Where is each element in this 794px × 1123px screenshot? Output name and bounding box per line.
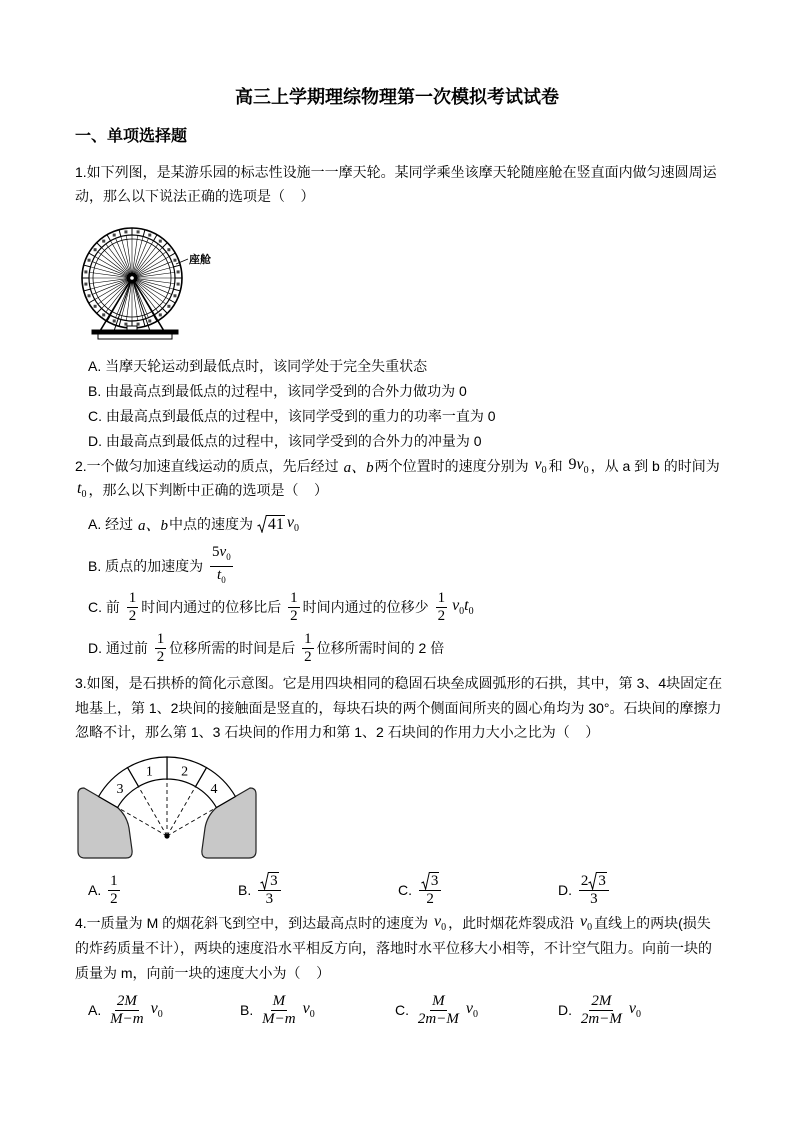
q2-stem-text: 2.一个做匀加速直线运动的质点，先后经过 [75,458,343,474]
option-text: 中点的速度为 [169,516,257,532]
arc-center-dot [164,833,169,838]
fraction-denominator: M−m [110,1010,144,1027]
fraction-denominator: 2m−M [417,1010,459,1027]
math-9v0 [568,456,588,476]
wheel-hub-center [130,276,134,280]
radicand: 41 [267,516,284,533]
var-t: t [77,479,82,497]
wheel-cabin [177,270,180,273]
wheel-base [92,330,178,334]
option-label: A. [88,1002,106,1018]
q2-option-a [88,510,301,538]
fraction-numerator: M [432,992,445,1009]
q3-stem-line-1 [75,671,722,695]
q1-option-c [88,404,496,428]
wheel-cabin [88,259,91,262]
var-v: v [452,596,460,614]
rim-divider [174,289,181,291]
fraction-half [127,590,139,625]
q2-stem-text: 两个位置时的速度分别为 [374,458,533,474]
subscript: 0 [459,606,465,618]
var-v: v [286,513,295,531]
page-title: 高三上学期理综物理第一次模拟考试试卷 [235,87,559,107]
subscript: 0 [441,922,447,934]
rim-divider [169,253,175,257]
section-heading: 一、单项选择题 [75,128,188,145]
option-text: B. 由最高点到最低点的过程中，该同学受到的合外力做功为 0 [88,383,467,399]
option-text: B. 质点的加速度为 [88,558,208,574]
q1-stem-text: 动，那么以下说法正确的选项是（ ） [75,188,315,204]
wheel-cabin [88,294,91,297]
option-text: 时间内通过的位移比后 [141,599,286,615]
fraction-half [436,590,448,625]
q4-stem-text: 质量为 m，向前一块的速度大小为（ ） [75,965,331,981]
wheel-spoke [102,248,129,275]
subscript: 0 [226,551,231,562]
var-v: v [219,543,227,560]
wheel-cabin [84,283,87,286]
option-label: B. [238,882,256,898]
subscript: 0 [157,1009,163,1021]
q1-stem-line-2 [75,184,315,208]
q4-stem-text: 4.一质量为 M 的烟花斜飞到空中，到达最高点时的速度为 [75,915,433,931]
fraction-denominator: 2 [437,607,446,624]
fraction-numerator: 1 [128,589,137,606]
subscript: 0 [541,465,547,477]
wheel-cabin [167,305,170,308]
wheel-spoke [136,282,163,309]
q4-option-a [88,990,165,1030]
wheel-cabin [113,319,116,322]
wheel-cabin [148,234,151,237]
block-label-2: 2 [181,764,189,780]
rim-divider [162,243,167,248]
fraction-numerator [210,544,233,567]
fraction-denominator: 2 [110,890,118,907]
wheel-cabin [102,313,105,316]
wheel-cabin [124,230,127,233]
radicand: 3 [598,873,606,889]
fraction-denominator: 3 [265,891,274,907]
math-v0 [434,913,446,933]
var-v: v [576,455,584,473]
block-label-3: 3 [116,782,124,797]
wheel-cabin [94,248,97,251]
q2-stem-text: 和 [548,458,567,474]
fraction-denominator: 2m−M [580,1010,622,1027]
points-ab: a、b [343,459,374,476]
fraction [579,993,624,1028]
q3-stem-text: 忽略不计，那么第 1、3 石块间的作用力和第 1、2 石块间的作用力大小之比为（ ） [75,724,600,740]
fraction-half [302,631,314,666]
q2-stem-line-2 [75,478,328,502]
sqrt-expression [421,872,440,890]
fraction-numerator [258,872,281,891]
q4-stem-line-3 [75,961,330,985]
q3-option-a [88,868,123,912]
q2-stem-text: ，那么以下判断中正确的选项是（ ） [88,482,329,498]
subscript: 0 [472,1009,478,1021]
q2-option-d [88,628,444,668]
var-v: v [302,999,310,1017]
q4-stem-line-2 [75,936,712,960]
option-text: D. 通过前 [88,640,152,656]
wheel-cabin [159,313,162,316]
dashed-radius [167,787,196,836]
fraction [210,544,233,589]
option-label: A. [88,882,106,898]
rim-divider [84,265,91,267]
wheel-cabin [137,323,140,326]
fraction-numerator: 1 [110,872,118,889]
rim-divider [97,243,102,248]
subscript: 0 [294,523,300,535]
option-text: C. 由最高点到最低点的过程中，该同学受到的重力的功率一直为 0 [88,408,496,424]
q4-option-d [558,990,643,1030]
fraction-numerator: 1 [304,630,312,647]
fraction-denominator: 2 [304,648,312,665]
wheel-platform [98,334,172,339]
q4-stem-text: 的炸药质量不计），两块的速度沿水平相反方向，落地时水平位移大小相等，不计空气阻力。向前一块的 [75,940,712,956]
radical-sign [421,872,430,890]
q3-stem-line-3 [75,720,599,744]
q4-option-b [240,990,317,1030]
wheel-cabin [173,294,176,297]
fraction [258,872,281,908]
radicand: 3 [430,873,439,889]
coefficient: 9 [568,455,577,473]
rim-divider [119,320,121,327]
fraction-half [288,590,300,625]
math-t0 [77,480,86,500]
wheel-cabin [113,234,116,237]
rim-divider [89,253,95,257]
q4-stem-text: ，此时烟花炸裂成沿 [448,915,579,931]
q3-stem-text: 地基上，第 1、2块间的接触面是竖直的，每块石块的两个侧面间所夹的圆心角均为 30°。石块间的摩擦力 [75,700,722,716]
fraction [416,993,461,1028]
stone-arch-figure [75,750,265,862]
subscript: 0 [635,1009,641,1021]
radicand: 3 [270,873,278,889]
rim-divider [89,300,95,304]
fraction-numerator: 1 [156,630,165,647]
option-text: A. 当摩天轮运动到最低点时，该同学处于完全失重状态 [88,358,428,374]
wheel-spoke [136,248,163,275]
subscript: 0 [468,606,474,618]
option-label: D. [558,1002,576,1018]
dashed-radius [139,787,168,836]
fraction-denominator [215,567,228,589]
subscript: 0 [221,574,226,585]
subscript: 0 [587,922,593,934]
var-v: v [534,455,542,473]
math-v0 [287,514,299,534]
radical-sign [257,515,267,533]
fraction-denominator: 2 [290,607,298,624]
block-label-1: 1 [145,764,153,780]
math-v0 [534,456,546,476]
block-label-4: 4 [210,782,218,797]
fraction-numerator [579,872,609,891]
fraction-numerator: 2M [591,992,612,1009]
math-v0 [629,1000,641,1020]
wheel-cabin [84,270,87,273]
rim-divider [174,265,181,267]
fraction-numerator: 1 [290,589,298,606]
math-v0 [151,1000,163,1020]
subscript: 0 [583,465,589,477]
q1-option-d [88,429,482,453]
coefficient: 2 [580,873,589,889]
rim-divider [143,320,145,327]
q3-stem-text: 3.如图，是石拱桥的简化示意图。它是用四块相同的稳固石块垒成圆弧形的石拱，其中，第 3、4块固定在 [75,675,723,691]
wheel-cabin [167,248,170,251]
var-v: v [434,912,442,930]
rim-divider [107,235,111,241]
points-ab: a、b [138,517,169,534]
fraction-numerator: M [272,992,286,1009]
fraction-numerator: 2M [116,992,137,1009]
q4-stem-text: 直线上的两块(损失 [594,915,711,931]
option-text: 位移所需的时间是后 [169,640,300,656]
option-text: 时间内通过的位移少 [302,599,433,615]
q4-option-c [395,990,480,1030]
sqrt-expression [260,872,279,890]
q2-stem-line-1 [75,454,720,478]
option-text: A. 经过 [88,516,138,532]
var-v: v [628,999,636,1017]
math-v0 [466,1000,478,1020]
option-label: C. [395,1002,413,1018]
fraction-half [155,631,167,666]
wheel-cabin [148,319,151,322]
var-t: t [464,596,469,614]
subscript: 0 [309,1009,315,1021]
q3-stem-line-2 [75,696,722,720]
math-v0 [303,1000,315,1020]
q3-option-b [238,868,284,912]
q4-stem-line-1 [75,911,711,935]
rim-divider [97,308,102,313]
q2-option-c [88,587,476,627]
rim-divider [143,230,145,237]
fraction-denominator: 2 [156,648,165,665]
math-v0 [580,913,592,933]
wheel-cabin [177,283,180,286]
option-label: B. [240,1002,258,1018]
rim-divider [162,308,167,313]
wheel-cabin [102,240,105,243]
fraction [108,873,120,908]
option-label: C. [398,882,416,898]
var-v: v [150,999,158,1017]
fraction-denominator: 2 [426,891,434,907]
option-text: C. 前 [88,599,124,615]
wheel-cabin [137,230,140,233]
option-text: 位移所需时间的 2 倍 [316,640,445,656]
q1-option-b [88,379,467,403]
fraction-denominator: 3 [590,891,598,907]
option-text: D. 由最高点到最低点的过程中，该同学受到的合外力的冲量为 0 [88,433,482,449]
option-label: D. [558,882,576,898]
fraction [579,872,609,908]
radical-sign [260,872,269,890]
radical-sign [588,872,597,890]
subscript: 0 [81,489,87,501]
var-t: t [217,566,222,583]
fraction-numerator: 1 [437,589,446,606]
q3-option-d [558,868,612,912]
wheel-cabin [173,259,176,262]
q2-stem-text: ，从 a 到 b 的时间为 [590,458,720,474]
q1-stem-line-1 [75,160,717,184]
coefficient: 5 [212,543,220,560]
fraction [108,993,145,1028]
q1-option-a [88,354,427,378]
var-v: v [580,912,588,930]
wheel-cabin [124,323,127,326]
var-v: v [465,999,473,1017]
fraction-numerator [419,872,442,891]
wheel-spoke [102,282,129,309]
q2-option-b [88,543,236,586]
q3-option-c [398,868,444,912]
q1-stem-text: 1.如下列图，是某游乐园的标志性设施一一摩天轮。某同学乘坐该摩天轮随座舱在竖直面内做匀速圆周运 [75,164,717,180]
wheel-cabin [159,240,162,243]
rim-divider [154,235,158,241]
sqrt-expression [257,515,285,533]
sqrt-expression [588,872,607,890]
fraction-denominator: M−m [262,1010,296,1027]
ferris-wheel-figure [72,226,222,342]
math-v0t0 [452,597,474,617]
wheel-cabin [94,305,97,308]
fraction [260,993,297,1028]
fraction [419,872,442,908]
rim-divider [169,300,175,304]
rim-divider [119,230,121,237]
cabin-label: 座舱 [189,254,211,266]
fraction-denominator: 2 [128,607,137,624]
rim-divider [84,289,91,291]
